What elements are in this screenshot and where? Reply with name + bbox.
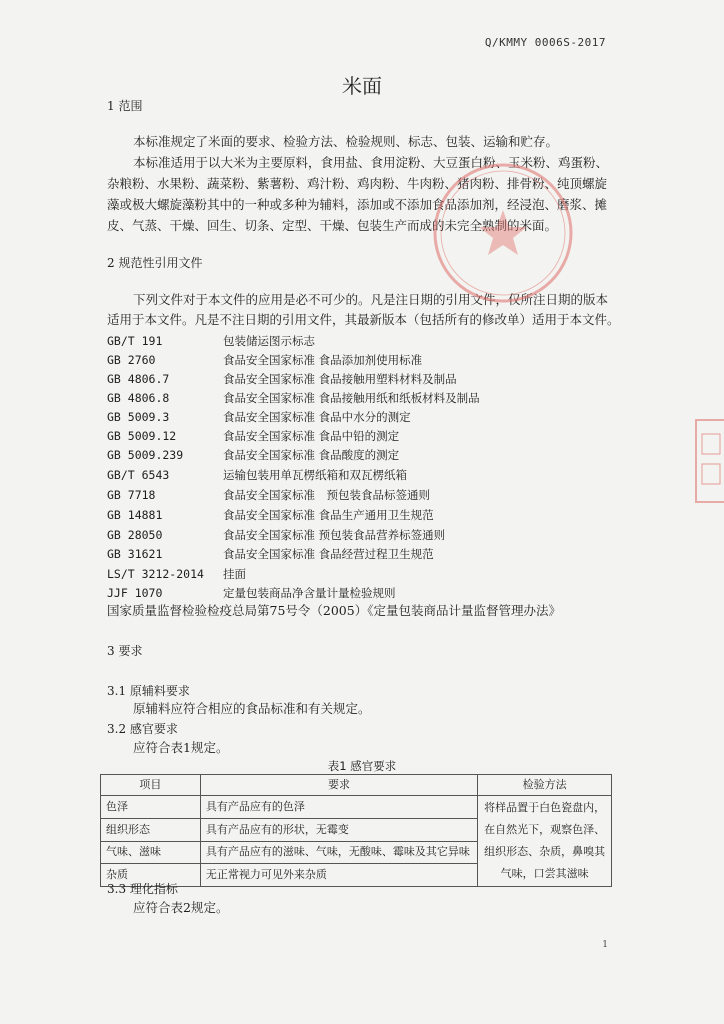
scope-line-5: 皮、气蒸、干燥、回生、切条、定型、干燥、包装生产而成的未完全熟制的米面。 (107, 218, 558, 233)
reference-code: GB 5009.12 (107, 429, 177, 443)
table-cell-requirement: 具有产品应有的色泽 (200, 796, 477, 819)
reference-code: GB 4806.8 (107, 391, 170, 405)
subsection-heading-physicochemical: 3.3 理化指标 (107, 882, 178, 896)
reference-title: 食品安全国家标准 食品中水分的测定 (223, 410, 411, 424)
reference-title: 挂面 (223, 567, 246, 581)
references-intro-line-2: 适用于本文件。凡是不注日期的引用文件，其最新版本（包括所有的修改单）适用于本文件。 (107, 312, 620, 327)
reference-code: GB/T 6543 (107, 468, 170, 482)
reference-title: 食品安全国家标准 食品经营过程卫生规范 (223, 547, 434, 561)
references-intro-line-1: 下列文件对于本文件的应用是必不可少的。凡是注日期的引用文件，仅所注日期的版本 (133, 292, 609, 307)
partial-stamp-icon (694, 418, 724, 504)
table-cell-requirement: 具有产品应有的形状，无霉变 (200, 818, 477, 841)
table-cell-method (478, 796, 612, 887)
reference-title: 食品安全国家标准 食品接触用塑料材料及制品 (223, 372, 457, 386)
table-cell-item: 气味、滋味 (101, 841, 201, 864)
method-line: 将样品置于白色瓷盘内， (484, 801, 606, 814)
document-code: Q/KMMY 0006S-2017 (484, 36, 606, 49)
scope-line-4: 藻或极大螺旋藻粉其中的一种或多种为辅料，添加或不添加食品添加剂，经浸泡、磨浆、摊 (107, 197, 608, 212)
table-cell-item: 杂质 (101, 864, 201, 887)
regulation-decree: 国家质量监督检验检疫总局第75号令（2005）《定量包装商品计量监督管理办法》 (107, 603, 561, 618)
reference-code: GB 5009.239 (107, 448, 184, 462)
reference-code: GB 2760 (107, 353, 156, 367)
reference-code: JJF 1070 (107, 586, 163, 600)
reference-code: LS/T 3212-2014 (107, 567, 204, 581)
section-heading-references: 2 规范性引用文件 (107, 256, 203, 270)
table-cell-requirement: 具有产品应有的滋味、气味，无酸味、霉味及其它异味 (200, 841, 477, 864)
reference-code: GB 28050 (107, 528, 163, 542)
scope-line-3: 杂粮粉、水果粉、蔬菜粉、紫薯粉、鸡汁粉、鸡肉粉、牛肉粉、猪肉粉、排骨粉、纯顶螺旋 (107, 176, 608, 191)
reference-code: GB 4806.7 (107, 372, 170, 386)
reference-title: 食品安全国家标准 食品中铅的测定 (223, 429, 400, 443)
page-number: 1 (602, 940, 608, 950)
physicochemical-text: 应符合表2规定。 (133, 900, 229, 915)
reference-title: 食品安全国家标准 食品酸度的测定 (223, 448, 400, 462)
reference-title: 食品安全国家标准 食品添加剂使用标准 (223, 353, 423, 367)
sensory-text: 应符合表1规定。 (133, 740, 229, 755)
table-header-method: 检验方法 (478, 775, 612, 796)
subsection-heading-raw-materials: 3.1 原辅料要求 (107, 684, 190, 698)
reference-code: GB 14881 (107, 508, 163, 522)
reference-code: GB 31621 (107, 547, 163, 561)
reference-code: GB/T 191 (107, 334, 163, 348)
table-cell-item: 色泽 (101, 796, 201, 819)
table-cell-item: 组织形态 (101, 818, 201, 841)
scope-line-2: 本标准适用于以大米为主要原料，食用盐、食用淀粉、大豆蛋白粉、玉米粉、鸡蛋粉、 (133, 155, 609, 170)
reference-title: 运输包装用单瓦楞纸箱和双瓦楞纸箱 (223, 468, 407, 482)
scope-line-1: 本标准规定了米面的要求、检验方法、检验规则、标志、包装、运输和贮存。 (133, 134, 559, 149)
reference-code: GB 5009.3 (107, 410, 170, 424)
table-header-item: 项目 (101, 775, 201, 796)
reference-title: 定量包装商品净含量计量检验规则 (223, 586, 396, 600)
raw-materials-text: 原辅料应符合相应的食品标准和有关规定。 (133, 701, 371, 716)
method-line: 组织形态、杂质，鼻嗅其 (484, 845, 606, 858)
reference-code: GB 7718 (107, 488, 156, 502)
section-heading-scope: 1 范围 (107, 99, 143, 113)
table-header-requirement: 要求 (200, 775, 477, 796)
reference-title: 食品安全国家标准 预包装食品营养标签通则 (223, 528, 446, 542)
table-cell-requirement: 无正常视力可见外来杂质 (200, 864, 477, 887)
sensory-requirements-table (100, 774, 612, 887)
section-heading-requirements: 3 要求 (107, 644, 143, 658)
reference-title: 食品安全国家标准 食品接触用纸和纸板材料及制品 (223, 391, 480, 405)
method-line: 在自然光下，观察色泽、 (484, 823, 606, 836)
reference-title: 包装储运图示标志 (223, 334, 315, 348)
method-line: 气味，口尝其滋味 (500, 867, 589, 880)
table-caption: 表1 感官要求 (327, 759, 397, 773)
reference-title: 食品安全国家标准 预包装食品标签通则 (223, 488, 430, 502)
table-row (101, 796, 612, 819)
page-title: 米面 (342, 74, 382, 98)
table-header-row (101, 775, 612, 796)
reference-title: 食品安全国家标准 食品生产通用卫生规范 (223, 508, 434, 522)
subsection-heading-sensory: 3.2 感官要求 (107, 722, 178, 736)
